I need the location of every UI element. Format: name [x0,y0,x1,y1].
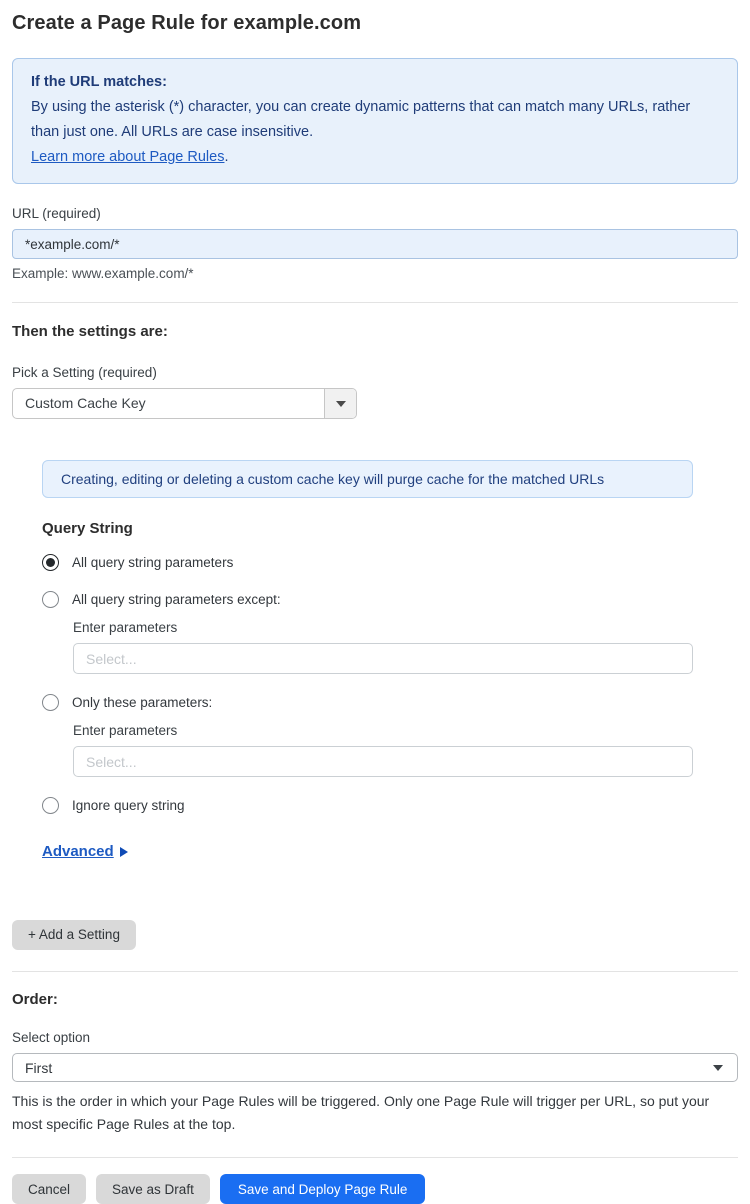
order-select-label: Select option [12,1030,91,1045]
setting-dropdown-value: Custom Cache Key [25,395,146,411]
radio-option-only-these[interactable] [42,694,738,711]
chevron-right-icon [120,847,128,857]
order-heading: Order: [12,991,58,1008]
info-box-heading: If the URL matches: [31,74,167,90]
advanced-link[interactable] [42,843,128,860]
learn-more-link[interactable]: Learn more about Page Rules [31,149,225,165]
order-select-value: First [25,1059,53,1076]
divider [12,1157,738,1158]
order-help-text: This is the order in which your Page Rules will be triggered. Only one Page Rule will trigger per URL, so put your most specific Page Rules at the top. [12,1093,710,1132]
radio-option-all-params[interactable] [42,554,738,571]
chevron-down-icon [713,1065,723,1071]
pick-setting-label: Pick a Setting (required) [12,365,157,380]
url-label: URL (required) [12,206,101,221]
info-box-body: By using the asterisk (*) character, you can create dynamic patterns that can match many URLs, rather than just one. All URLs are case insensitive. [31,99,691,140]
url-input[interactable] [12,229,738,259]
only-parameters-group [73,723,738,777]
url-match-info-box [12,58,738,184]
setting-dropdown[interactable] [12,388,357,419]
radio-button[interactable] [42,694,59,711]
only-parameters-select-input[interactable] [73,746,693,777]
enter-parameters-label: Enter parameters [73,620,178,635]
triangle-down-glyph [336,401,346,407]
chevron-down-icon[interactable] [324,389,356,418]
radio-option-all-except[interactable] [42,591,738,608]
divider [12,302,738,303]
radio-button[interactable] [42,591,59,608]
query-string-block [42,520,738,861]
url-section [12,206,738,281]
cache-purge-notice: Creating, editing or deleting a custom cache key will purge cache for the matched URLs [42,460,693,498]
radio-label: All query string parameters [72,555,234,570]
info-link-row [31,145,719,170]
cancel-button[interactable]: Cancel [12,1174,86,1204]
except-parameters-select-input[interactable] [73,643,693,674]
save-as-draft-button[interactable]: Save as Draft [96,1174,210,1204]
footer-actions [12,1174,738,1204]
radio-label: Ignore query string [72,798,185,813]
add-setting-button[interactable]: + Add a Setting [12,920,136,950]
divider [12,971,738,972]
radio-label: All query string parameters except: [72,592,281,607]
except-parameters-group [73,620,738,674]
save-and-deploy-button[interactable]: Save and Deploy Page Rule [220,1174,426,1204]
query-string-heading: Query String [42,520,133,537]
radio-button[interactable] [42,797,59,814]
radio-option-ignore-qs[interactable] [42,797,738,814]
page-title: Create a Page Rule for example.com [12,12,362,34]
order-select[interactable] [12,1053,738,1082]
advanced-link-label: Advanced [42,843,114,860]
link-suffix: . [224,149,229,165]
radio-button-selected[interactable] [42,554,59,571]
settings-heading: Then the settings are: [12,323,168,340]
url-example-hint: Example: www.example.com/* [12,266,194,281]
enter-parameters-label: Enter parameters [73,723,178,738]
radio-label: Only these parameters: [72,695,213,710]
